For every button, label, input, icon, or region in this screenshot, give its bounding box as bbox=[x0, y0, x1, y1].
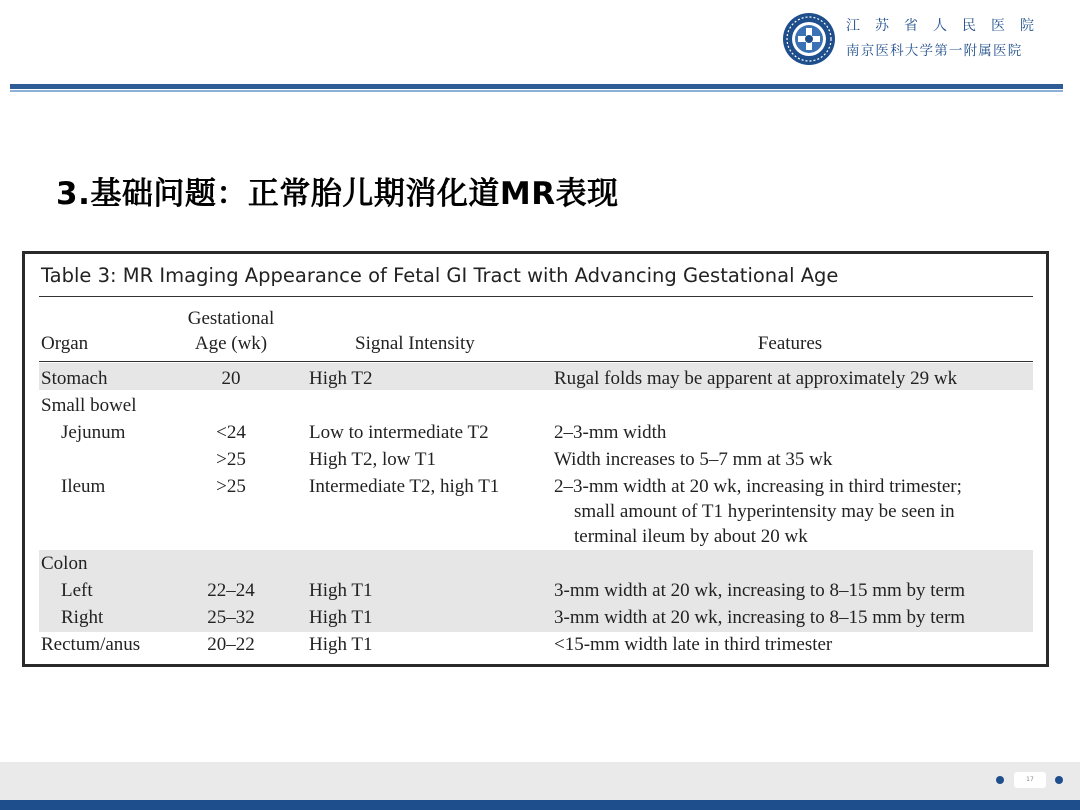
table-cell-organ: Colon bbox=[41, 553, 88, 574]
table-cell-age: >25 bbox=[216, 476, 246, 497]
table-figure bbox=[22, 251, 1049, 667]
table-cell-organ: Right bbox=[61, 607, 104, 628]
hospital-seal-icon bbox=[782, 12, 836, 66]
table-cell-features-cont: small amount of T1 hyperintensity may be seen in bbox=[574, 501, 955, 522]
table-cell-age: 20 bbox=[221, 368, 241, 389]
hospital-name-line2: 南京医科大学第一附属医院 bbox=[846, 43, 1023, 59]
table-cell-signal: High T1 bbox=[309, 607, 373, 628]
header-divider-thick bbox=[10, 84, 1063, 89]
table-cell-age: <24 bbox=[216, 422, 246, 443]
footer-bar bbox=[0, 800, 1080, 810]
table-cell-features: Width increases to 5–7 mm at 35 wk bbox=[554, 449, 833, 470]
table-title: Table 3: MR Imaging Appearance of Fetal GI Tract with Advancing Gestational Age bbox=[41, 264, 839, 287]
col-header-features: Features bbox=[757, 333, 823, 354]
table-cell-organ: Left bbox=[61, 580, 93, 601]
table-cell-features-cont: terminal ileum by about 20 wk bbox=[574, 526, 808, 547]
table-cell-signal: High T2, low T1 bbox=[309, 449, 437, 470]
col-header-age-line1: Gestational bbox=[187, 308, 275, 329]
table-cell-age: >25 bbox=[216, 449, 246, 470]
table-cell-features: 3-mm width at 20 wk, increasing to 8–15 mm by term bbox=[554, 580, 966, 601]
footer-band bbox=[0, 762, 1080, 800]
table-top-rule bbox=[39, 296, 1033, 297]
table-cell-signal: Intermediate T2, high T1 bbox=[309, 476, 500, 497]
table-cell-features: 2–3-mm width at 20 wk, increasing in third trimester; bbox=[554, 476, 962, 497]
col-header-organ: Organ bbox=[41, 333, 89, 354]
col-header-signal: Signal Intensity bbox=[355, 333, 475, 354]
table-cell-signal: High T2 bbox=[309, 368, 373, 389]
table-cell-features: 2–3-mm width bbox=[554, 422, 667, 443]
table-cell-signal: High T1 bbox=[309, 580, 373, 601]
slide-title: 3.基础问题：正常胎儿期消化道MR表现 bbox=[56, 176, 619, 212]
table-cell-signal: Low to intermediate T2 bbox=[309, 422, 489, 443]
col-header-age-line2: Age (wk) bbox=[194, 333, 268, 354]
next-slide-dot-icon[interactable] bbox=[1055, 776, 1063, 784]
table-cell-features: Rugal folds may be apparent at approximately 29 wk bbox=[554, 368, 958, 389]
table-cell-organ: Stomach bbox=[41, 368, 108, 389]
prev-slide-dot-icon[interactable] bbox=[996, 776, 1004, 784]
header-divider-thin bbox=[10, 90, 1063, 92]
table-cell-features: 3-mm width at 20 wk, increasing to 8–15 mm by term bbox=[554, 607, 966, 628]
hospital-logo bbox=[782, 12, 836, 66]
table-cell-organ: Jejunum bbox=[61, 422, 126, 443]
table-cell-signal: High T1 bbox=[309, 634, 373, 655]
hospital-name-line1: 江苏省人民医院 bbox=[846, 18, 1049, 34]
table-cell-organ: Rectum/anus bbox=[41, 634, 141, 655]
page-number: 17 bbox=[1014, 772, 1046, 788]
header-bottom-rule bbox=[39, 361, 1033, 362]
table-cell-features: <15-mm width late in third trimester bbox=[554, 634, 833, 655]
hospital-name bbox=[846, 16, 1056, 62]
table-cell-organ: Ileum bbox=[61, 476, 106, 497]
table-cell-age: 20–22 bbox=[207, 634, 255, 655]
table-cell-age: 25–32 bbox=[207, 607, 255, 628]
table-cell-organ: Small bowel bbox=[41, 395, 137, 416]
table-cell-age: 22–24 bbox=[207, 580, 255, 601]
